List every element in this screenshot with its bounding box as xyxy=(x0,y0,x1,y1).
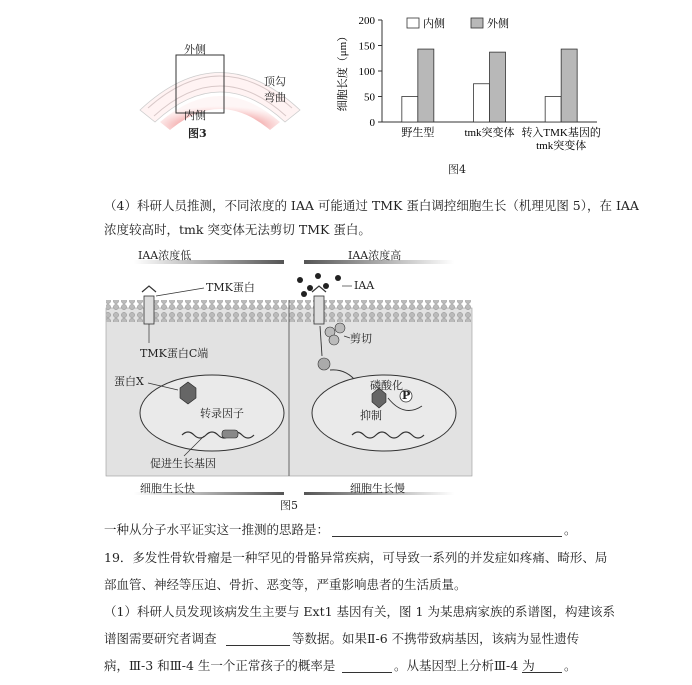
legend-label: 内侧 xyxy=(423,18,445,30)
q19-line-5b: 。从基因型上分析Ⅲ-4 为 xyxy=(394,658,535,673)
fig5-cut: 剪切 xyxy=(350,332,372,345)
fig5-caption: 图5 xyxy=(280,499,298,512)
q4-line-3-end: 。 xyxy=(564,522,577,537)
legend-swatch xyxy=(471,18,483,28)
bar xyxy=(545,97,561,123)
q19-line-3: （1）科研人员发现该病发生主要与 Ext1 基因有关，图 1 为某患病家族的系谱图，构建该系 xyxy=(104,604,615,619)
answer-blank-1[interactable] xyxy=(332,536,562,537)
fig3-side-label-2: 弯曲 xyxy=(264,91,286,104)
q19-line-4b: 等数据。如果Ⅱ-6 不携带致病基因，该病为显性遗传 xyxy=(292,631,580,646)
category-label: tmk突变体 xyxy=(464,127,515,139)
fig5-tmk-protein: TMK蛋白 xyxy=(206,281,255,294)
fig3-inner-label: 内侧 xyxy=(184,109,206,122)
q19-line-5c: 。 xyxy=(564,658,577,673)
legend-label: 外侧 xyxy=(487,18,509,30)
y-tick-label: 0 xyxy=(369,117,375,129)
fig5-growth-gene: 促进生长基因 xyxy=(150,457,216,470)
q4-line-2: 浓度较高时，tmk 突变体无法剪切 TMK 蛋白。 xyxy=(104,222,371,237)
bar xyxy=(402,97,418,123)
figure-5 xyxy=(104,248,474,512)
fig4-caption: 图4 xyxy=(448,163,466,176)
answer-blank-4[interactable] xyxy=(522,672,562,673)
apical-hook-drawing xyxy=(120,30,320,145)
fig5-phosphorylation: 磷酸化 xyxy=(370,379,403,392)
figure-3 xyxy=(120,30,320,145)
y-axis-label: 细胞长度（μm） xyxy=(337,30,349,112)
legend-swatch xyxy=(407,18,419,28)
fig5-iaa-low: IAA浓度低 xyxy=(138,249,192,262)
bar xyxy=(490,52,506,122)
fig5-grow-fast: 细胞生长快 xyxy=(140,482,195,495)
q4-line-3: 一种从分子水平证实这一推测的思路是： xyxy=(104,522,330,537)
q19-line-4a: 谱图需要研究者调查 xyxy=(104,631,217,646)
fig5-tf: 转录因子 xyxy=(200,407,244,420)
y-tick-label: 100 xyxy=(358,66,375,78)
fig3-outer-label: 外侧 xyxy=(184,43,206,56)
answer-blank-3[interactable] xyxy=(342,672,392,673)
fig5-iaa: IAA xyxy=(354,279,375,292)
fig3-side-label-1: 顶勾 xyxy=(264,75,286,88)
fig5-tmk-c-terminal: TMK蛋白C端 xyxy=(140,347,209,360)
answer-blank-2[interactable] xyxy=(226,645,290,646)
fig5-grow-slow: 细胞生长慢 xyxy=(350,482,405,495)
q19-line-5a: 病，Ⅲ-3 和Ⅲ-4 生一个正常孩子的概率是 xyxy=(104,658,336,673)
mechanism-diagram xyxy=(104,248,474,512)
category-label: 野生型 xyxy=(401,127,435,139)
q19-line-1: 19．多发性骨软骨瘤是一种罕见的骨骼异常疾病，可导致一系列的并发症如疼痛、畸形、局 xyxy=(104,550,608,565)
fig5-inhibit: 抑制 xyxy=(360,409,382,422)
y-tick-label: 150 xyxy=(358,40,375,53)
fig5-protein-x: 蛋白X xyxy=(114,375,144,388)
bar xyxy=(474,84,490,122)
fig3-caption: 图3 xyxy=(188,127,207,140)
category-label: 转入TMK基因的 xyxy=(521,127,601,139)
q19-line-2: 部血管、神经等压迫、骨折、恶变等，严重影响患者的生活质量。 xyxy=(104,577,467,592)
q4-line-1: （4）科研人员推测，不同浓度的 IAA 可能通过 TMK 蛋白调控细胞生长（机理见图 5），在 IAA xyxy=(104,198,639,213)
figure-4 xyxy=(320,12,610,182)
bar xyxy=(418,49,434,122)
bar xyxy=(561,49,577,122)
y-tick-label: 200 xyxy=(358,15,375,27)
fig5-iaa-high: IAA浓度高 xyxy=(348,249,402,262)
bar-chart xyxy=(320,12,610,162)
y-tick-label: 50 xyxy=(364,91,375,104)
category-label: tmk突变体 xyxy=(536,140,587,152)
fig5-p: P xyxy=(402,389,411,402)
